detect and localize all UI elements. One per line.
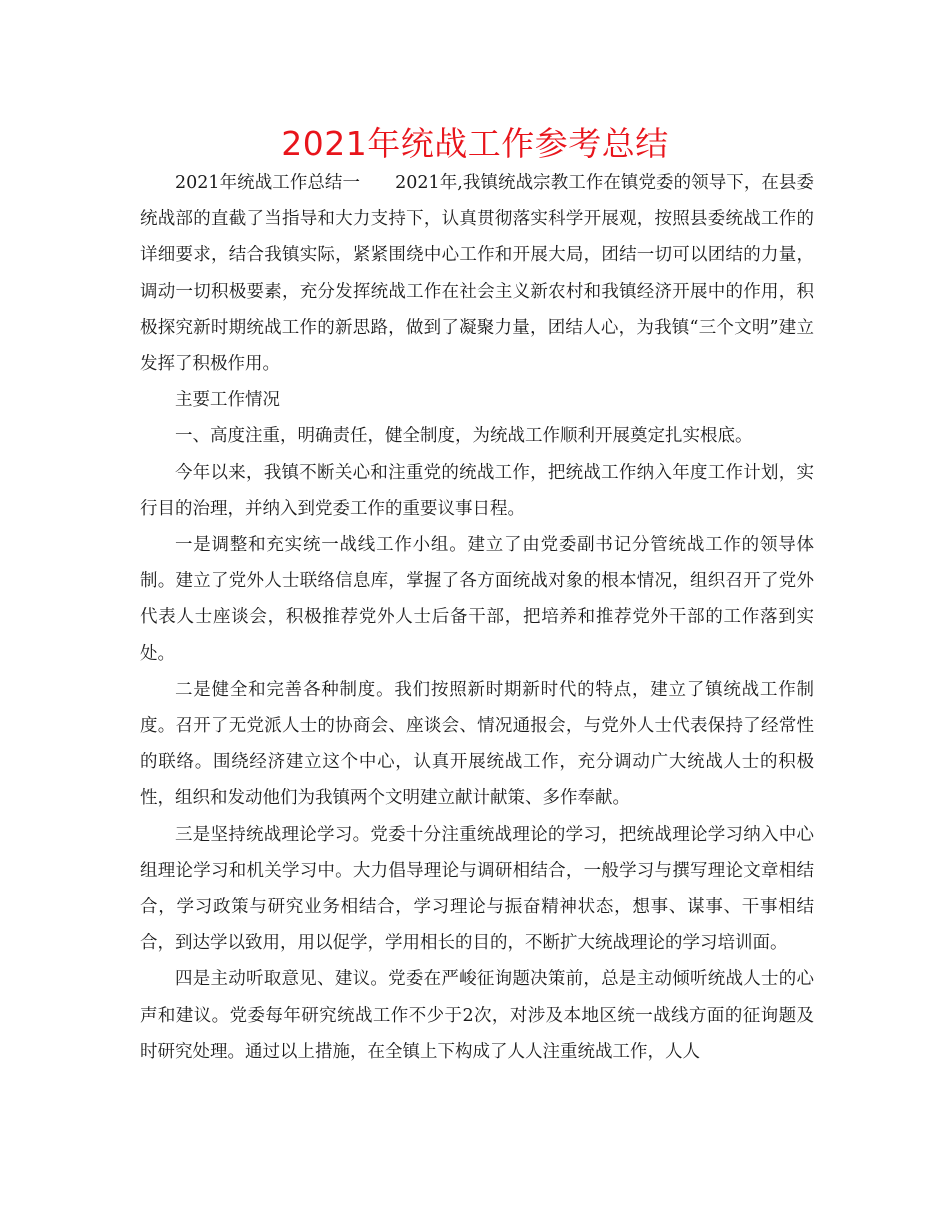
paragraph-fourth-item: 四是主动听取意见、建议。党委在严峻征询题决策前，总是主动倾听统战人士的心声和建议。党委每年研究统战工作不少于2次，对涉及本地区统一战线方面的征询题及时研究处理。通过以上措施，在全镇上下构成了人人注重统战工作，人人: [140, 969, 814, 1062]
paragraph-first-item: 一是调整和充实统一战线工作小组。建立了由党委副书记分管统战工作的领导体制。建立了党外人士联络信息库，掌握了各方面统战对象的根本情况，组织召开了党外代表人士座谈会，积极推荐党外人士后备干部，把培养和推荐党外干部的工作落到实处。: [140, 535, 814, 664]
paragraph-point-one-heading: 一、高度注重，明确责任，健全制度，为统战工作顺利开展奠定扎实根底。: [175, 426, 753, 447]
paragraph-this-year: 今年以来，我镇不断关心和注重党的统战工作，把统战工作纳入年度工作计划，实行目的治理，并纳入到党委工作的重要议事日程。: [140, 462, 814, 519]
document-body: [140, 165, 814, 1070]
paragraph-intro: 2021年统战工作总结一 2021年,我镇统战宗教工作在镇党委的领导下，在县委统战部的直截了当指导和大力支持下，认真贯彻落实科学开展观，按照县委统战工作的详细要求，结合我镇实际，紧紧围绕中心工作和开展大局，团结一切可以团结的力量，调动一切积极要素，充分发挥统战工作在社会主义新农村和我镇经济开展中的作用，积极探究新时期统战工作的新思路，做到了凝聚力量，团结人心，为我镇“三个文明”建立发挥了积极作用。: [140, 173, 814, 375]
document-title: 2021年统战工作参考总结: [281, 124, 669, 163]
paragraph-section-heading: 主要工作情况: [175, 390, 280, 411]
paragraph-third-item: 三是坚持统战理论学习。党委十分注重统战理论的学习，把统战理论学习纳入中心组理论学习和机关学习中。大力倡导理论与调研相结合，一般学习与撰写理论文章相结合，学习政策与研究业务相结合，学习理论与振奋精神状态，想事、谋事、干事相结合，到达学以致用，用以促学，学用相长的目的，不断扩大统战理论的学习培训面。: [140, 824, 814, 954]
paragraph-second-item: 二是健全和完善各种制度。我们按照新时期新时代的特点，建立了镇统战工作制度。召开了无党派人士的协商会、座谈会、情况通报会，与党外人士代表保持了经常性的联络。围绕经济建立这个中心，认真开展统战工作，充分调动广大统战人士的积极性，组织和发动他们为我镇两个文明建立献计献策、多作奉献。: [140, 679, 814, 809]
